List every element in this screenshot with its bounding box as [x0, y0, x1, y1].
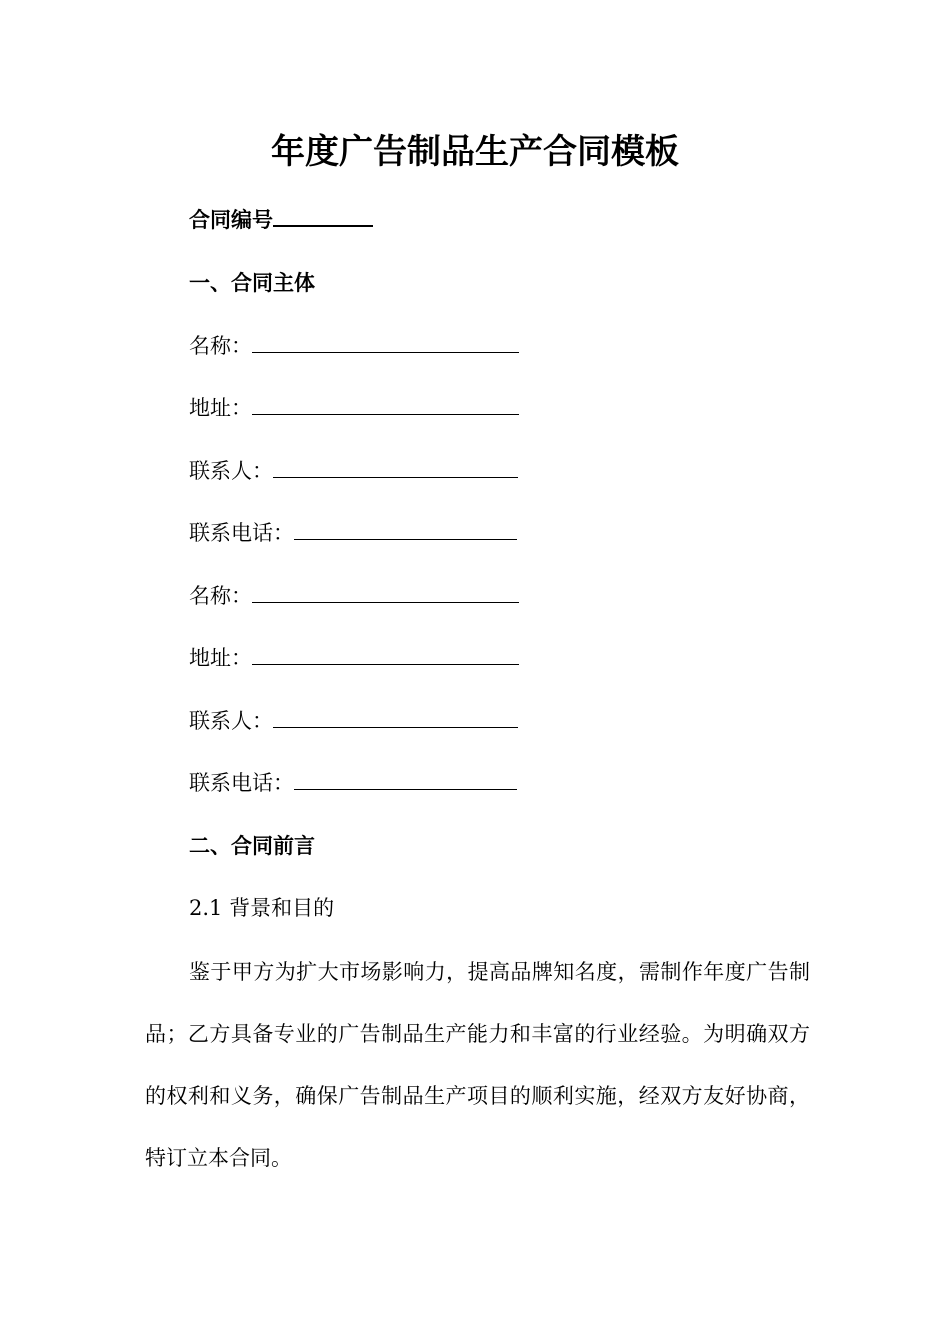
- section-heading-parties: 一、合同主体: [189, 271, 315, 295]
- party-a-name-label: 名称：: [189, 334, 252, 358]
- party-b-address-blank: [252, 644, 519, 665]
- party-b-address-label: 地址：: [189, 646, 252, 670]
- party-b-name-blank: [252, 582, 519, 603]
- party-a-phone-row: [189, 517, 517, 549]
- section-heading-preamble: 二、合同前言: [189, 834, 315, 858]
- contract-number-row: [189, 204, 373, 236]
- party-a-contact-label: 联系人：: [189, 459, 273, 483]
- party-b-name-row: [189, 580, 519, 612]
- party-a-name-row: [189, 330, 519, 362]
- party-b-phone-blank: [294, 769, 517, 790]
- party-b-phone-row: [189, 767, 517, 799]
- contract-number-blank: [273, 205, 373, 227]
- party-a-phone-blank: [294, 519, 517, 540]
- contract-number-label: 合同编号: [189, 208, 273, 232]
- subsection-heading-background: 2.1 背景和目的: [189, 896, 335, 920]
- party-a-contact-blank: [273, 457, 518, 478]
- party-a-contact-row: [189, 455, 518, 487]
- background-paragraph: 鉴于甲方为扩大市场影响力，提高品牌知名度，需制作年度广告制品；乙方具备专业的广告制品生产能力和丰富的行业经验。为明确双方的权利和义务，确保广告制品生产项目的顺利实施，经双方友好协商，特订立本合同。: [145, 960, 810, 1170]
- party-b-contact-label: 联系人：: [189, 709, 273, 733]
- document-title: 年度广告制品生产合同模板: [271, 132, 679, 172]
- party-a-phone-label: 联系电话：: [189, 521, 294, 545]
- party-a-address-label: 地址：: [189, 396, 252, 420]
- party-b-contact-blank: [273, 707, 518, 728]
- party-b-address-row: [189, 642, 519, 674]
- party-b-phone-label: 联系电话：: [189, 771, 294, 795]
- party-a-address-row: [189, 392, 519, 424]
- party-b-name-label: 名称：: [189, 584, 252, 608]
- party-b-contact-row: [189, 705, 518, 737]
- party-a-address-blank: [252, 394, 519, 415]
- party-a-name-blank: [252, 332, 519, 353]
